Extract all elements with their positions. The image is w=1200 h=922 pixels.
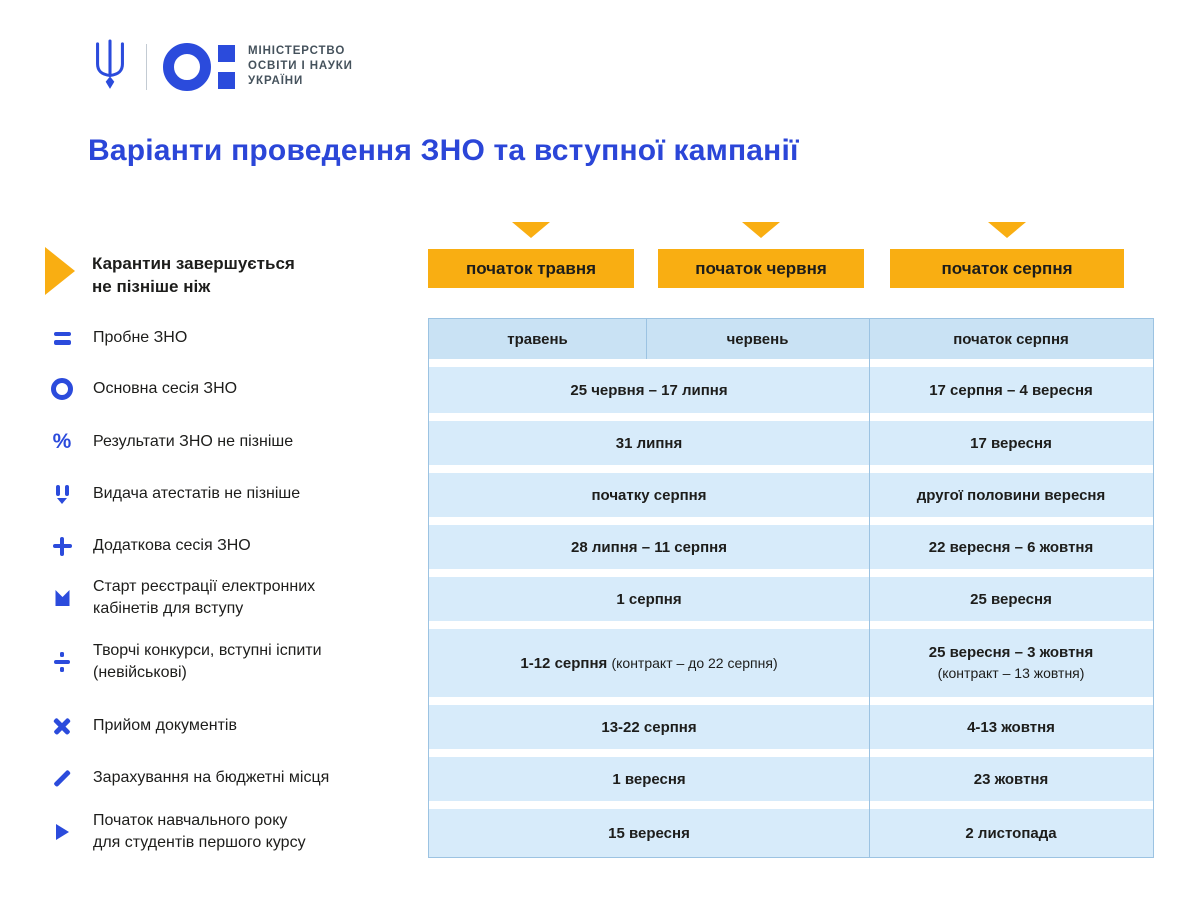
table-cell: 25 червня – 17 липня [429,367,869,413]
scenario-pointer-icon [742,222,780,238]
table-row [429,577,1153,621]
legend-row [45,366,425,412]
table-cell: 1 серпня [429,577,869,621]
table-cell: початку серпня [429,473,869,517]
legend-label: Початок навчального року для студентів першого курсу [93,812,306,851]
table-row [429,525,1153,569]
legend-row [45,318,425,358]
table-gap [429,517,1153,525]
legend-row [45,808,425,856]
legend-label: Старт реєстрації електронних кабінетів для вступу [93,578,316,617]
legend-label: Результати ЗНО не пізніше [93,433,294,450]
table-row [429,473,1153,517]
ministry-logo [88,38,353,95]
legend-row [45,420,425,464]
table-gap [429,359,1153,367]
table-gap [429,697,1153,705]
table-cell: 1-12 серпня (контракт – до 22 серпня) [429,629,869,697]
table-cell: 23 жовтня [869,757,1153,801]
equals-icon [45,332,79,345]
scenario-pointer-icon [988,222,1026,238]
table-header-cell: початок серпня [869,319,1153,359]
table-gap [429,465,1153,473]
x-icon [45,717,79,735]
table-cell: 13-22 серпня [429,705,869,749]
table-cell: другої половини вересня [869,473,1153,517]
table-cell: 31 липня [429,421,869,465]
table-cell: 15 вересня [429,809,869,857]
table-cell: 25 вересня – 3 жовтня (контракт – 13 жовтня) [869,629,1153,697]
legend-label: Творчі конкурси, вступні іспити (невійськові) [93,642,322,681]
scenario-button-may: початок травня [428,249,634,288]
logo-divider [146,44,147,90]
legend-row [45,628,425,696]
logo-colon-icon [218,45,235,89]
cabinet-icon [45,590,79,606]
mon-logo-icon [163,43,235,91]
scenario-button-august: початок серпня [890,249,1124,288]
legend-row [45,472,425,516]
ring-icon [45,378,79,400]
legend-row [45,524,425,568]
trident-icon [88,38,132,95]
header-divider [646,319,647,359]
table-row [429,757,1153,801]
divide-icon [45,652,79,672]
legend-label: Пробне ЗНО [93,329,188,346]
scenario-button-june: початок червня [658,249,864,288]
table-cell: 17 вересня [869,421,1153,465]
quarantine-label: Карантин завершується не пізніше ніж [92,254,295,296]
legend-row [45,704,425,748]
table-header-cell: червень [646,319,869,359]
table-cell: 17 серпня – 4 вересня [869,367,1153,413]
certificate-icon [45,485,79,504]
table-row [429,319,1153,359]
play-icon [45,824,79,840]
table-row [429,705,1153,749]
scenario-pointer-icon [512,222,550,238]
percent-icon: % [52,430,72,453]
ministry-name: МІНІСТЕРСТВО ОСВІТИ І НАУКИ УКРАЇНИ [248,45,353,87]
table-cell: 22 вересня – 6 жовтня [869,525,1153,569]
page-title: Варіанти проведення ЗНО та вступної кампанії [88,134,799,167]
table-cell: 2 листопада [869,809,1153,857]
table-cell: 28 липня – 11 серпня [429,525,869,569]
table-gap [429,569,1153,577]
legend-label: Прийом документів [93,717,237,734]
legend-label: Додаткова сесія ЗНО [93,537,251,554]
table-row [429,421,1153,465]
column-divider [869,319,870,857]
slash-icon [45,776,79,781]
legend-label: Основна сесія ЗНО [93,380,238,397]
logo-ring-icon [163,43,211,91]
table-cell: 1 вересня [429,757,869,801]
table-row [429,367,1153,413]
table-gap [429,749,1153,757]
legend-label: Зарахування на бюджетні місця [93,769,330,786]
table-gap [429,801,1153,809]
table-header-cell: травень [429,319,646,359]
legend-row [45,576,425,620]
quarantine-arrow-icon [45,247,75,295]
table-row [429,629,1153,697]
plus-icon [45,537,79,556]
table-cell: 25 вересня [869,577,1153,621]
legend-label: Видача атестатів не пізніше [93,485,301,502]
legend-row [45,756,425,800]
schedule-table [428,318,1154,858]
table-row [429,809,1153,857]
table-gap [429,413,1153,421]
table-gap [429,621,1153,629]
table-cell: 4-13 жовтня [869,705,1153,749]
